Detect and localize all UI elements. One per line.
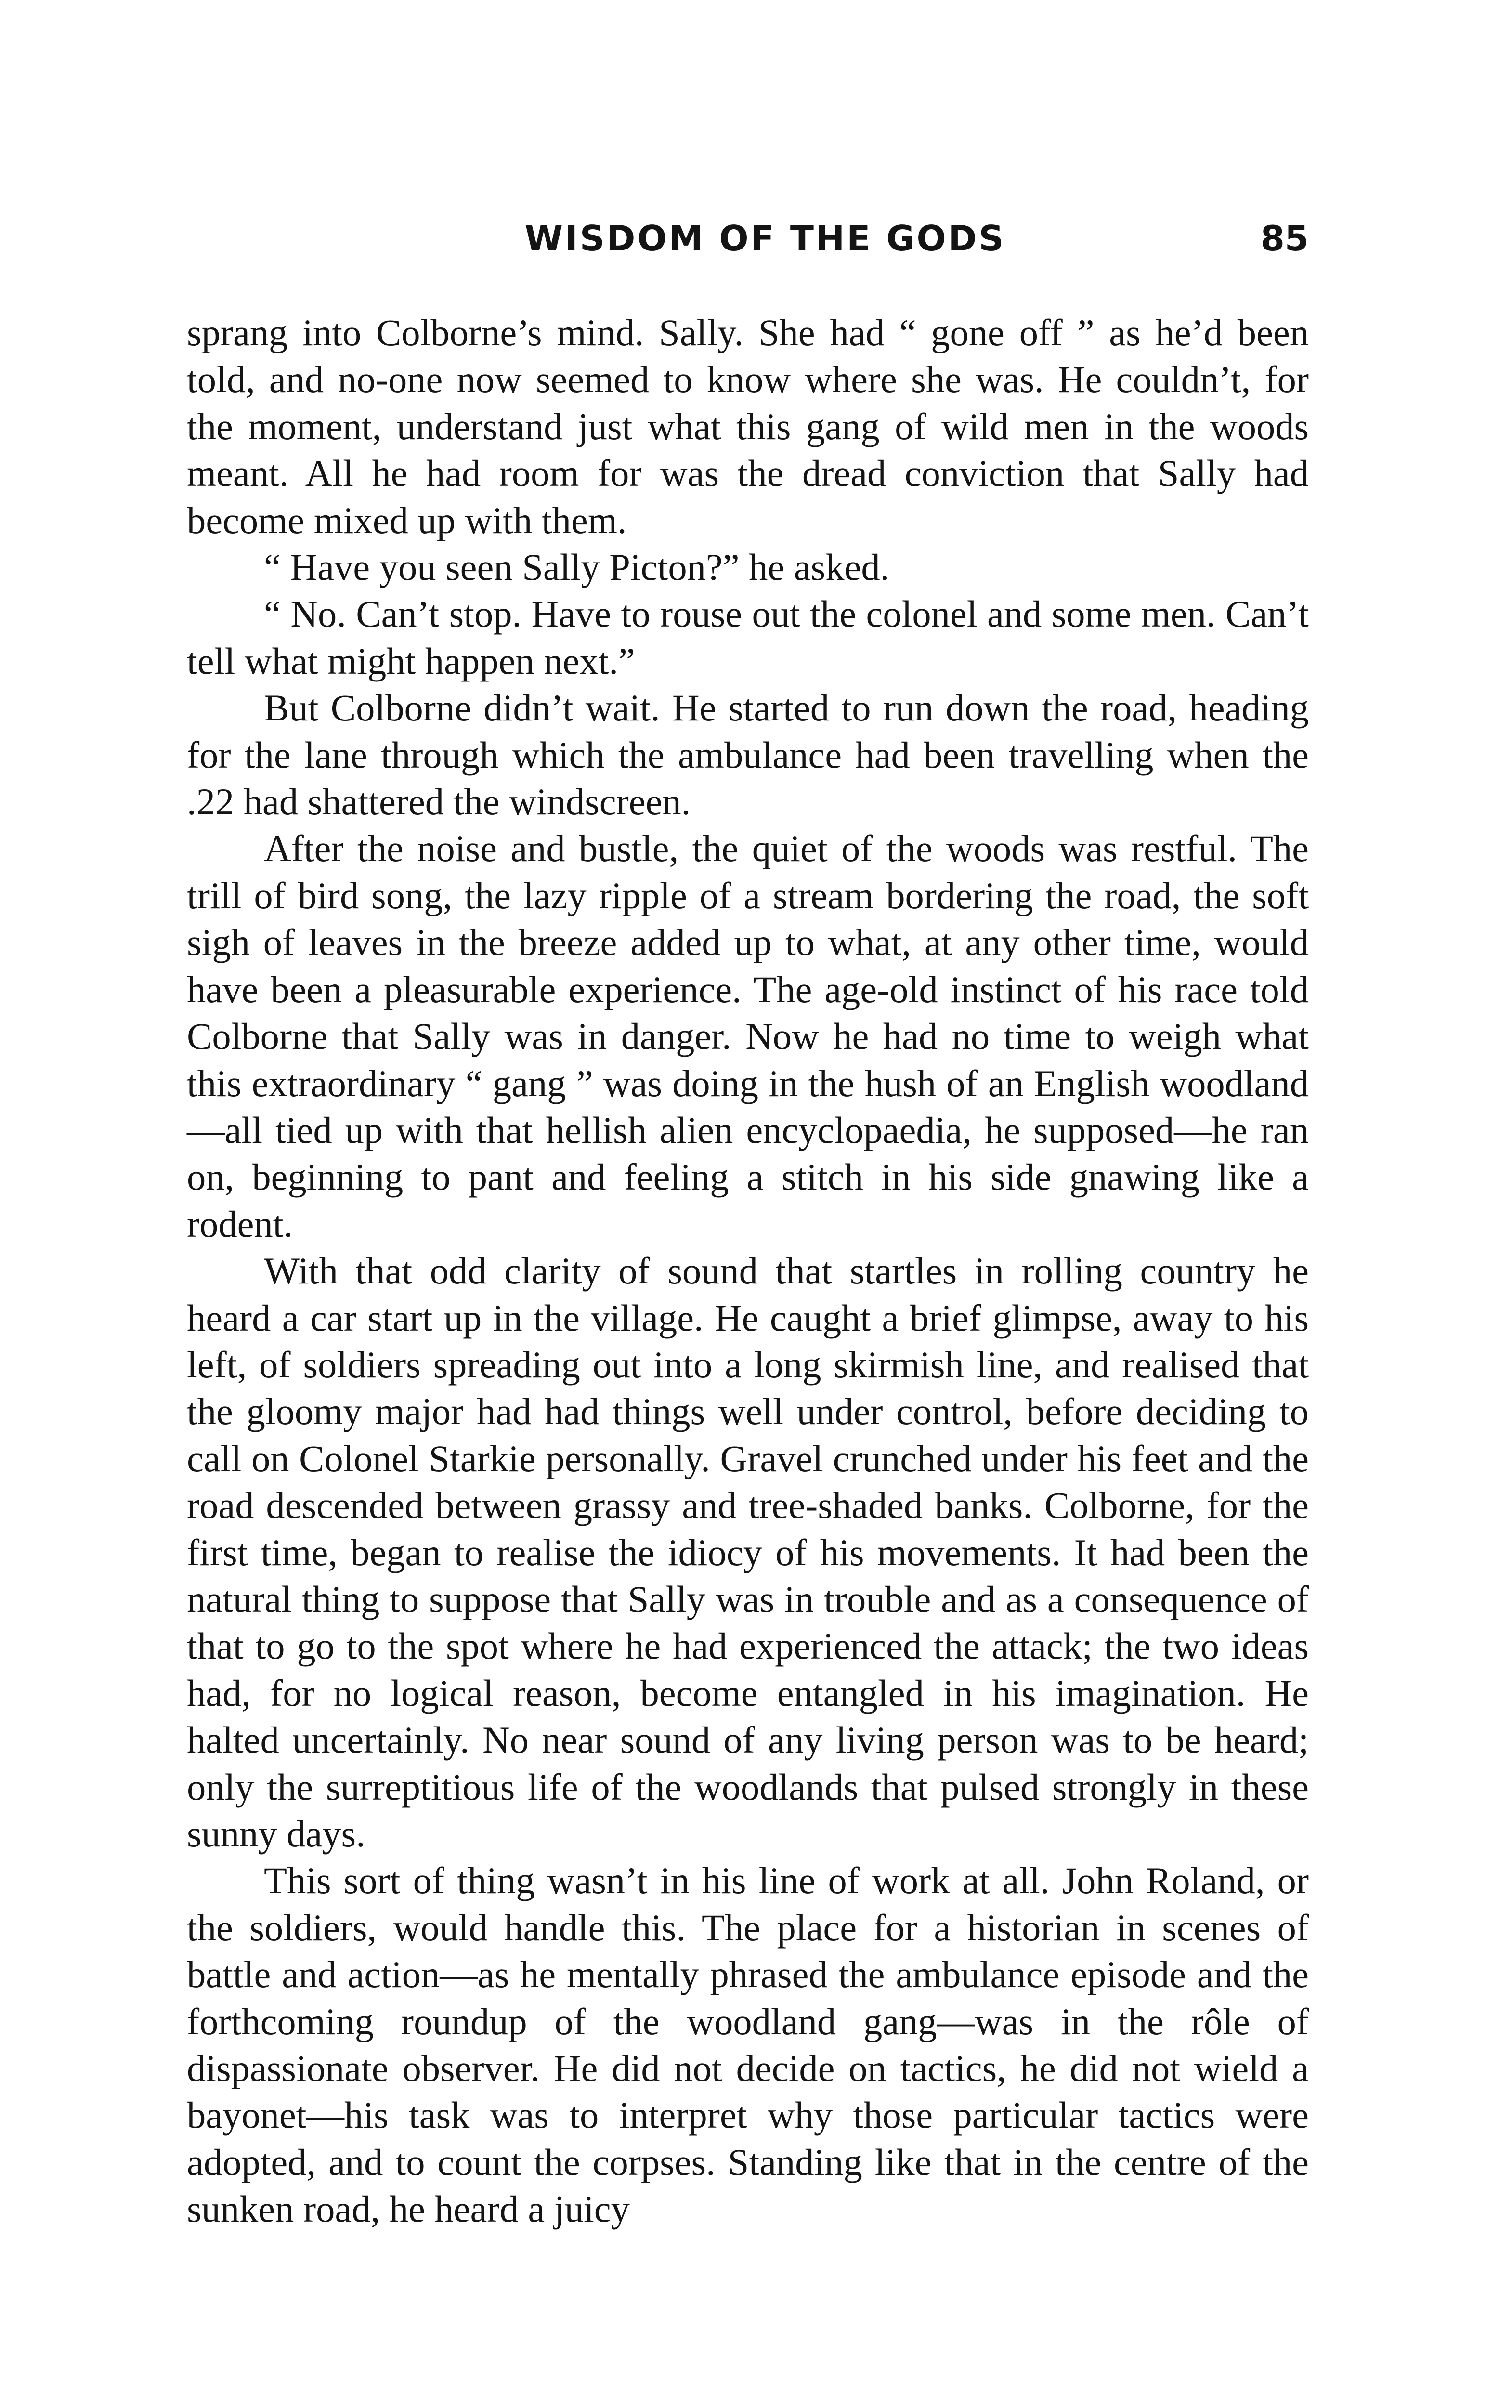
running-head: WISDOM OF THE GODS [524,218,1006,259]
paragraph: “ No. Can’t stop. Have to rouse out the colonel and some men. Can’t tell what might happen next.” [187,593,1309,682]
paragraph: sprang into Colborne’s mind. Sally. She had “ gone off ” as he’d been told, and no-one now seemed to know where she was. He couldn’t, for the moment, understand just what this gang of wild men in the woods meant. All he had room for was the dread conviction that Sally had become mixed up with them. [187,312,1309,541]
page-header [178,212,1309,265]
paragraph: This sort of thing wasn’t in his line of work at all. John Roland, or the soldiers, would handle this. The place for a historian in scenes of battle and action—as he mentally phrased the ambulance episode and the forthcoming roundup of the woodland gang—was in the rôle of dispassionate observer. He did not decide on tactics, he did not wield a bayonet—his task was to interpret why those particular tactics were adopted, and to count the corpses. Standing like that in the centre of the sunken road, he heard a juicy [187,1859,1309,2230]
paragraph: “ Have you seen Sally Picton?” he asked. [264,546,890,589]
paragraph: After the noise and bustle, the quiet of the woods was restful. The trill of bird song, the lazy ripple of a stream bordering the road, the soft sigh of leaves in the breeze added up to what, at any other time, would have been a pleasurable experience. The age-old instinct of his race told Colborne that Sally was in danger. Now he had no time to weigh what this extraordinary “ gang ” was doing in the hush of an English woodland—all tied up with that hellish alien encyclopaedia, he supposed—he ran on, beginning to pant and feeling a stitch in his side gnawing like a rodent. [187,827,1309,1245]
paragraph: With that odd clarity of sound that startles in rolling country he heard a car start up in the village. He caught a brief glimpse, away to his left, of soldiers spreading out into a long skirmish line, and realised that the gloomy major had had things well under control, before deciding to call on Colonel Starkie personally. Gravel crunched under his feet and the road descended between grassy and tree-shaded banks. Colborne, for the first time, began to realise the idiocy of his movements. It had been the natural thing to suppose that Sally was in trouble and as a consequence of that to go to the spot where he had experienced the attack; the two ideas had, for no logical reason, become entangled in his imagination. He halted uncertainly. No near sound of any living person was to be heard; only the surreptitious life of the woodlands that pulsed strongly in these sunny days. [187,1250,1309,1855]
paragraph: But Colborne didn’t wait. He started to run down the road, heading for the lane through which the ambulance had been travelling when the .22 had shattered the windscreen. [187,687,1309,823]
body-text [187,309,1309,2233]
page-number: 85 [1260,218,1309,259]
